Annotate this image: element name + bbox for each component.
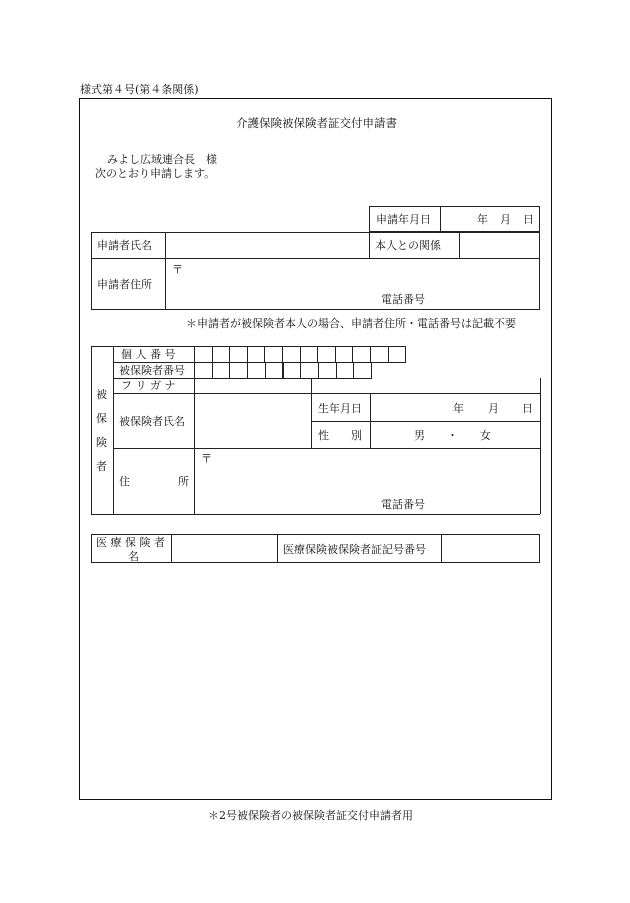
birth-year: 年 [453, 402, 464, 415]
sex-label: 性 別 [318, 429, 362, 442]
insured-side-char-1: 被 [96, 388, 107, 401]
applicant-name-label: 申請者氏名 [97, 239, 152, 252]
medical-insurer-input[interactable] [172, 535, 276, 562]
medical-card-label: 医療保険被保険者証記号番号 [283, 543, 426, 556]
personal-number-digit[interactable] [194, 346, 213, 363]
insured-number-digit[interactable] [194, 362, 213, 379]
sex-options[interactable]: 男 ・ 女 [414, 429, 491, 442]
insured-number-digit[interactable] [229, 362, 248, 379]
applicant-note: ＊申請者が被保険者本人の場合、申請者住所・電話番号は記載不要 [186, 317, 516, 330]
application-date-label: 申請年月日 [376, 213, 431, 226]
insured-phone-label: 電話番号 [381, 498, 425, 511]
relation-label: 本人との関係 [375, 239, 441, 252]
birth-date-label: 生年月日 [318, 402, 362, 415]
form-number: 様式第４号(第４条関係) [80, 83, 199, 96]
birth-month: 月 [488, 402, 499, 415]
applicant-phone-label: 電話番号 [381, 293, 425, 306]
insured-number-digit[interactable] [353, 362, 372, 379]
personal-number-digit[interactable] [388, 346, 407, 363]
medical-insurer-label-2: 名 [128, 550, 139, 563]
birth-date-input[interactable] [371, 394, 539, 420]
insured-address-label-1: 住 [119, 475, 130, 488]
insured-number-digit[interactable] [318, 362, 337, 379]
insured-postal-mark: 〒 [201, 452, 212, 465]
medical-card-input[interactable] [442, 535, 539, 562]
insured-name-label: 被保険者氏名 [119, 415, 185, 428]
insured-address-input[interactable] [195, 449, 539, 513]
personal-number-digit[interactable] [335, 346, 354, 363]
applicant-address-input[interactable] [166, 259, 539, 309]
personal-number-digit[interactable] [370, 346, 389, 363]
personal-number-digit[interactable] [229, 346, 248, 363]
relation-input[interactable] [460, 233, 539, 257]
insured-number-digit[interactable] [300, 362, 319, 379]
personal-number-digit[interactable] [317, 346, 336, 363]
furigana-input[interactable] [195, 379, 311, 392]
addressee: みよし広域連合長 様 [107, 153, 217, 166]
insured-name-input[interactable] [195, 394, 310, 447]
personal-number-digit[interactable] [300, 346, 319, 363]
applicant-postal-mark: 〒 [172, 263, 183, 276]
medical-insurer-label: 医 療 保 険 者 [96, 536, 165, 549]
insured-side-char-3: 険 [96, 436, 107, 449]
form-title: 介護保険被保険者証交付申請書 [236, 116, 397, 130]
date-month: 月 [500, 213, 511, 226]
insured-number-digit[interactable] [336, 362, 355, 379]
footer-note: ＊2号被保険者の被保険者証交付申請者用 [208, 809, 413, 822]
insured-number-digit[interactable] [265, 362, 284, 379]
personal-number-digit[interactable] [212, 346, 231, 363]
insured-number-digit[interactable] [247, 362, 266, 379]
insured-side-char-4: 者 [96, 460, 107, 473]
furigana-label: フ リ ガ ナ [121, 379, 176, 392]
personal-number-digit[interactable] [352, 346, 371, 363]
personal-number-digit[interactable] [282, 346, 301, 363]
personal-number-label: 個 人 番 号 [121, 348, 176, 361]
intro-text: 次のとおり申請します。 [95, 167, 216, 180]
application-date-input[interactable] [441, 207, 539, 231]
insured-address-label-2: 所 [178, 475, 189, 488]
birth-day: 日 [522, 402, 533, 415]
personal-number-digit[interactable] [247, 346, 266, 363]
insured-number-digit[interactable] [212, 362, 231, 379]
applicant-name-input[interactable] [166, 233, 368, 257]
insured-number-digit[interactable] [283, 362, 302, 379]
insured-side-char-2: 保 [96, 412, 107, 425]
applicant-address-label: 申請者住所 [97, 278, 152, 291]
insured-number-label: 被保険者番号 [119, 364, 185, 377]
date-day: 日 [523, 213, 534, 226]
date-year: 年 [477, 213, 488, 226]
personal-number-digit[interactable] [264, 346, 283, 363]
